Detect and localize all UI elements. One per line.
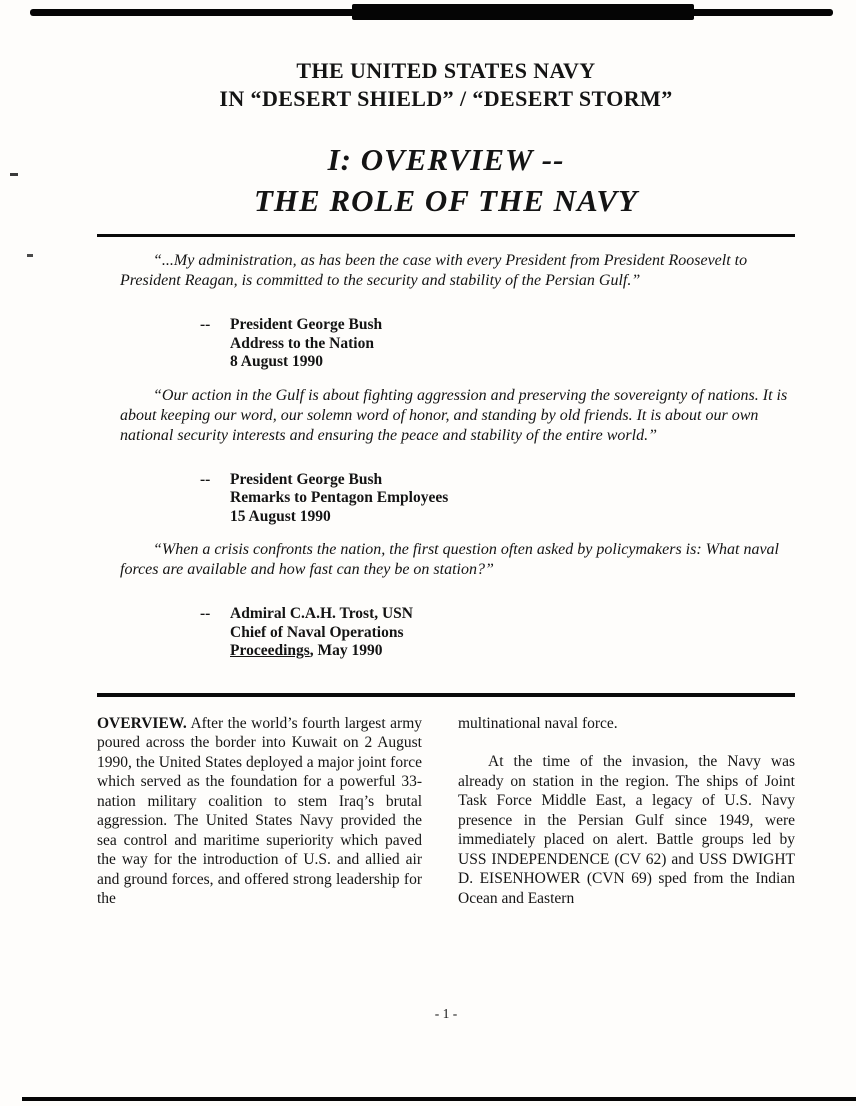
quote-block [97, 540, 795, 661]
attribution-lines [230, 316, 382, 372]
overview-paragraph [97, 714, 422, 909]
quote-block [97, 251, 795, 372]
document-title-line2: IN “DESERT SHIELD” / “DESERT STORM” [219, 86, 673, 111]
page-number: - 1 - [434, 1006, 458, 1021]
scan-artifact-bottom-bar [22, 1097, 856, 1101]
document-title-line1: THE UNITED STATES NAVY [296, 58, 596, 83]
quote-text: “Our action in the Gulf is about fighting aggression and preserving the sovereignty of nations. It is about keeping our word, our solemn word of honor, and standing by old friends. It is about our own national security interests and ensuring the peace and stability of the entire world.” [120, 386, 788, 444]
overview-lead: OVERVIEW. [97, 714, 187, 732]
attribution-line: President George Bush [230, 316, 383, 333]
attribution-line: President George Bush [230, 470, 383, 488]
quotes-section [97, 251, 795, 661]
attribution-lines [230, 471, 448, 527]
quote-attribution [200, 605, 795, 661]
body-columns [97, 714, 795, 909]
attribution-line: Admiral C.A.H. Trost, USN [230, 605, 413, 622]
attribution-dash: -- [200, 470, 211, 488]
attribution-line: Chief of Naval Operations [230, 623, 404, 641]
body-paragraph: multinational naval force. [458, 714, 618, 732]
attribution-line: 8 August 1990 [230, 353, 324, 370]
quote-text: “When a crisis confronts the nation, the first question often asked by policymakers is: What naval forces are available and how fast can they be on station?” [120, 541, 779, 578]
attribution-lines [230, 605, 413, 661]
section-heading-line1: I: OVERVIEW -- [327, 142, 565, 177]
horizontal-rule-bottom [97, 693, 795, 697]
body-column-left [97, 714, 422, 909]
attribution-line [230, 642, 413, 661]
scan-artifact-mark [10, 173, 18, 176]
quote-text: “...My administration, as has been the case with every President from President Roosevelt to President Reagan, is committed to the security and stability of the Persian Gulf.” [120, 252, 748, 289]
scan-artifact-mark [27, 254, 33, 257]
document-header [97, 57, 795, 221]
attribution-dash: -- [200, 605, 211, 622]
quote-attribution [200, 316, 795, 372]
quote-block [97, 386, 795, 527]
attribution-dash: -- [200, 316, 211, 333]
column-gap [422, 714, 458, 909]
body-paragraph: At the time of the invasion, the Navy was already on station in the region. The ships of Joint Task Force Middle East, a legacy of U.S. Navy presence in the Persian Gulf since 1949, were immediately placed on alert. Battle groups led by USS INDEPENDENCE (CV 62) and USS DWIGHT D. EISENHOWER (CVN 69) sped from the Indian Ocean and Eastern [458, 753, 795, 907]
horizontal-rule-top [97, 234, 795, 237]
overview-text: After the world’s fourth largest army poured across the border into Kuwait on 2 August 1990, the United States deployed a major joint force which served as the foundation for a powerful 33-nation military coalition to stem Iraq’s brutal aggression. The United States Navy provided the sea control and maritime superiority which paved the way for the introduction of U.S. and allied air and ground forces, and offered strong leadership for the [97, 714, 422, 907]
attribution-line: 15 August 1990 [230, 507, 331, 525]
document-content [97, 0, 795, 909]
attribution-line: Address to the Nation [230, 334, 374, 352]
section-heading-line2: THE ROLE OF THE NAVY [253, 183, 638, 218]
attribution-line: Remarks to Pentagon Employees [230, 489, 449, 506]
quote-attribution [200, 471, 795, 527]
body-column-right [458, 714, 795, 909]
section-heading [97, 139, 795, 221]
document-title [97, 57, 795, 113]
publication-name: Proceedings [230, 642, 310, 659]
publication-date: , May 1990 [309, 642, 383, 659]
